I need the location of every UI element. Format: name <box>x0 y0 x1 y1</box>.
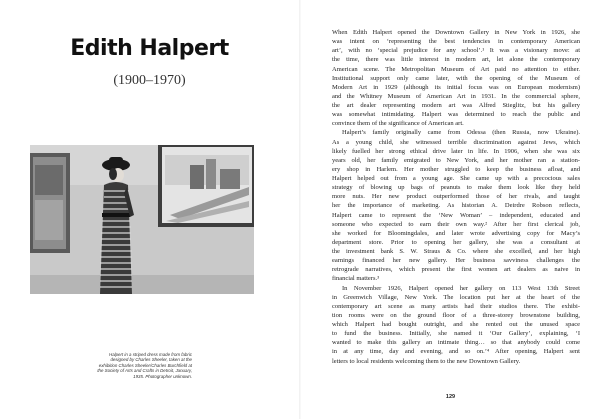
text-line: years old, her family emigrated to New York, and her mother ran a station- <box>332 156 580 164</box>
text-line: When Edith Halpert opened the Downtown Gallery in New York in 1926, she <box>332 29 580 36</box>
text-line: the investment bank S. W. Straus & Co. where she excelled, and her high <box>332 248 580 255</box>
text-line: was somewhat intimidating. Halpert was determined to reach the public and <box>332 111 580 119</box>
text-line: was intent on ‘representing the best tendencies in contemporary American <box>332 38 580 46</box>
text-line: As a young child, she witnessed terrible discrimination against Jews, which <box>332 138 580 146</box>
chapter-title: Edith Halpert <box>70 36 229 61</box>
text-line: someone who expected to earn their own way.² After her first clerical job, <box>332 220 580 228</box>
portrait-photo <box>30 145 254 294</box>
text-line: and the Whitney Museum of American Art in 1931. In the commercial sphere, <box>332 92 580 100</box>
text-line: more nuts. Her new product outperformed those of her rivals, and taught <box>332 193 580 201</box>
text-line: contemporary art scene as many artists had their studios there. The exhibi- <box>332 302 580 310</box>
page-number: 129 <box>445 394 456 400</box>
text-line: earnings financed her new gallery. Her business savviness challenges the <box>332 257 580 265</box>
text-line: in at any time, day and evening, and so on.’⁴ After opening, Halpert sent <box>332 348 580 356</box>
text-line: letters to local residents welcoming them to the new Downtown Gallery. <box>332 357 521 365</box>
caption-line: 1935. Photographer unknown. <box>133 373 192 379</box>
text-line: her the importance of marketing. As historian A. Deirdre Robson reflects, <box>332 202 580 210</box>
text-line: strategy of blowing up bags of peanuts to make them look like they held <box>332 184 580 192</box>
caption-line: the Society of Arts and Crafts in Detroit, January, <box>97 368 192 374</box>
text-line: In November 1926, Halpert opened her gallery on 113 West 13th Street <box>342 284 580 292</box>
text-line: retrograde narratives, which present the first women art dealers as naive in <box>332 266 580 274</box>
text-line: wanted to make this gallery an intimate thing… so that anybody could come <box>332 339 580 347</box>
paragraph <box>332 284 580 366</box>
text-line: department store. Prior to opening her gallery, she was a consultant at <box>332 238 580 246</box>
text-line: Halpert came to represent the ‘New Woman’ – independent, educated and <box>332 211 580 219</box>
left-page <box>0 0 299 419</box>
text-line: tion rooms were on the ground floor of a three-storey brownstone building, <box>332 311 580 319</box>
text-line: ery shop in Harlem. Her mother struggled to keep the business afloat, and <box>332 165 580 173</box>
paragraph <box>332 128 580 283</box>
text-line: the time, there was little interest in modern art, let alone the contemporary <box>332 56 580 64</box>
right-page <box>301 0 600 419</box>
text-line: she worked for Bloomingdales, and later wrote advertising copy for Macy’s <box>332 229 580 237</box>
portrait-photo-image <box>30 145 254 294</box>
text-line: Institutional support only came later, with the opening of the Museum of <box>332 74 580 82</box>
photo-caption <box>88 352 192 379</box>
text-line: art’, with no ‘special prejudice for any school’.¹ It was a visionary move: at <box>332 47 580 55</box>
text-line: Halpert helped out from a young age. She came up with a precocious sales <box>332 175 580 182</box>
text-line: financial matters.³ <box>332 275 380 283</box>
text-line: the art dealer representing modern art was Alfred Stieglitz, but his gallery <box>332 102 580 109</box>
paragraph <box>332 28 580 128</box>
caption-line: Halpert in a striped dress made from fabric <box>109 352 192 357</box>
text-line: convince them of the significance of American art. <box>332 120 464 128</box>
body-text <box>332 28 580 366</box>
text-line: Modern Art in 1929 (although its initial focus was on European modernism) <box>332 83 580 91</box>
caption-line: exhibition Charles Sheeler/Charles Burchfield at <box>98 362 192 368</box>
caption-line: designed by Charles Sheeler, taken at the <box>110 357 192 363</box>
life-dates: (1900–1970) <box>113 73 186 88</box>
text-line: to fund the business. Initially, she named it ‘Our Gallery’, explaining, ‘I <box>332 330 580 338</box>
text-line: Halpert’s family originally came from Odessa (then Russia, now Ukraine). <box>342 129 580 137</box>
text-line: in Greenwich Village, New York. The location put her at the heart of the <box>332 293 580 301</box>
text-line: which Halpert had bought outright, and she rented out the unused space <box>332 321 580 328</box>
text-line: American scene. The Metropolitan Museum of Art paid no attention to either. <box>332 65 580 73</box>
text-line: likely fuelled her strong ethical drive later in life. In 1906, when she was six <box>332 147 580 155</box>
